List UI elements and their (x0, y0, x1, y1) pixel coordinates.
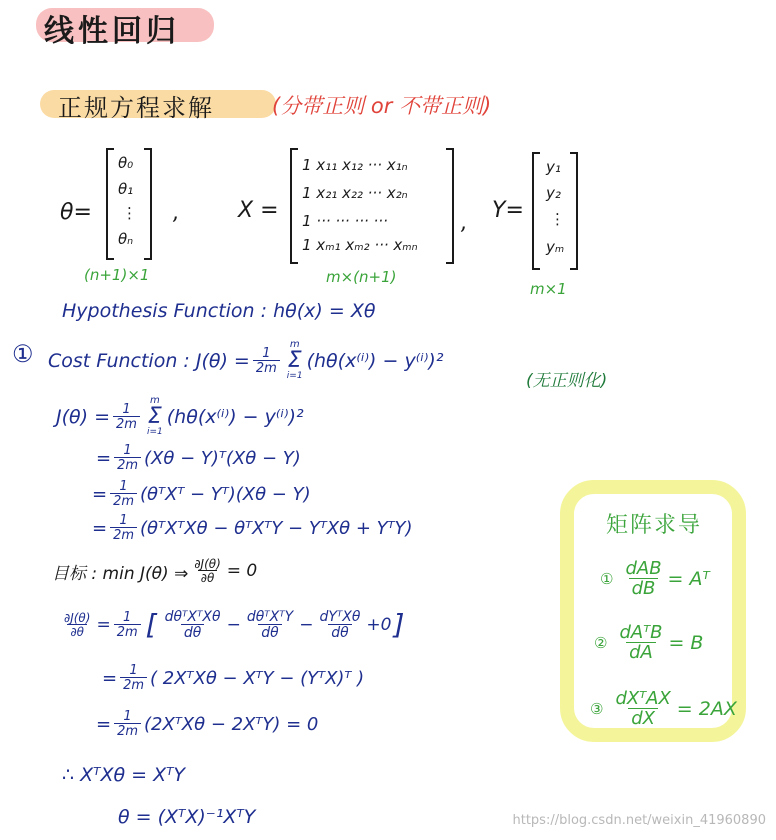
theta-row: ⋮ (122, 204, 137, 222)
rule-fraction (616, 624, 665, 662)
subtitle: 正规方程求解 (58, 94, 214, 122)
sum-lower: i=1 (146, 427, 163, 437)
comma: , (172, 200, 179, 225)
x-row: 1 x₂₁ x₂₂ ··· x₂ₙ (302, 184, 408, 202)
frac-denominator: 2m (120, 677, 147, 692)
summation (147, 396, 163, 437)
x-row: 1 ··· ··· ··· ··· (302, 212, 388, 230)
right-bracket: ] (393, 608, 405, 641)
left-bracket: [ (145, 608, 157, 641)
derivation-expression: (θᵀXᵀXθ − θᵀXᵀY − YᵀXθ + YᵀY) (140, 517, 413, 539)
frac-denominator: dθ (258, 624, 281, 640)
frac-numerator: 1 (262, 345, 271, 361)
gradient-expression: ( 2XᵀXθ − XᵀY − (YᵀX)ᵀ ) (150, 667, 365, 689)
equals-sign: = (96, 614, 111, 635)
derivation-line-1 (56, 396, 304, 437)
goal-line (52, 558, 257, 584)
frac-numerator: 1 (122, 401, 131, 417)
equals-sign: = (96, 713, 112, 735)
rule-marker: ① (600, 570, 614, 588)
matrix-rule-3 (590, 690, 737, 728)
frac-numerator: dθᵀXᵀXθ (164, 608, 221, 625)
rule-marker: ② (594, 634, 608, 652)
rule-rhs: = B (668, 632, 704, 654)
half-fraction (114, 444, 141, 472)
frac-numerator: dYᵀXθ (319, 608, 361, 625)
cost-marker: ① (12, 340, 34, 368)
matrix-rule-2 (594, 624, 703, 662)
frac-numerator: dθᵀXᵀY (246, 608, 294, 625)
rule-fraction (622, 560, 664, 598)
gradient-line-1 (58, 608, 404, 641)
half-fraction (120, 664, 147, 692)
derivation-expression: (Xθ − Y)ᵀ(Xθ − Y) (144, 447, 301, 469)
frac-numerator: dAB (625, 558, 662, 579)
cost-label: Cost Function : J(θ) = (48, 349, 250, 372)
frac-denominator: 2m (110, 493, 137, 508)
x-dimension: m×(n+1) (326, 268, 397, 286)
sigma-icon: Σ (287, 348, 302, 373)
frac-denominator: ∂θ (67, 624, 87, 638)
frac-denominator: dθ (328, 624, 351, 640)
x-row: 1 x₁₁ x₁₂ ··· x₁ₙ (302, 156, 408, 174)
frac-numerator: 1 (119, 513, 128, 528)
gradient-tail: +0 (366, 614, 392, 635)
comma: , (460, 210, 467, 235)
y-row: y₁ (546, 158, 561, 176)
theta-dimension: (n+1)×1 (84, 266, 150, 284)
frac-denominator: 2m (113, 416, 140, 431)
x-matrix (290, 150, 454, 262)
frac-numerator: 1 (123, 443, 132, 458)
sum-lower: i=1 (286, 371, 303, 381)
cost-note: (无正则化) (526, 371, 608, 391)
matrix-rule-1 (600, 560, 710, 598)
theta-row: θ₀ (118, 154, 134, 172)
cost-body: (hθ(x⁽ⁱ⁾) − y⁽ⁱ⁾)² (306, 349, 444, 372)
page-title: 线性回归 (44, 14, 180, 49)
subtitle-note: (分带正则 or 不带正则) (272, 94, 492, 118)
minus-sign: − (226, 614, 241, 635)
sigma-icon: Σ (147, 404, 162, 429)
term-fraction (162, 610, 224, 640)
rule-fraction (612, 690, 673, 728)
theta-row: θₙ (118, 230, 134, 248)
frac-numerator: ∂J(θ) (194, 557, 221, 571)
y-dimension: m×1 (530, 280, 567, 298)
gradient-line-2 (102, 664, 364, 692)
equals-sign: = (96, 447, 112, 469)
half-fraction (253, 347, 280, 375)
frac-denominator: dX (628, 708, 658, 728)
term-fraction (316, 610, 363, 640)
goal-label: 目标 : min J(θ) ⇒ (52, 563, 189, 584)
hypothesis-function: Hypothesis Function : hθ(x) = Xθ (62, 300, 376, 322)
watermark: https://blog.csdn.net/weixin_41960890 (512, 813, 766, 828)
gradient-line-3 (96, 710, 318, 738)
summation (287, 340, 303, 381)
partial-fraction (61, 612, 93, 638)
theta-label: θ= (60, 200, 92, 225)
minus-sign: − (299, 614, 314, 635)
frac-numerator: 1 (119, 479, 128, 494)
y-label: Y= (492, 198, 524, 223)
theta-row: θ₁ (118, 180, 134, 198)
equals-sign: = (92, 517, 108, 539)
half-fraction (110, 514, 137, 542)
rule-rhs: = 2AX (676, 698, 737, 720)
half-fraction (110, 480, 137, 508)
rule-rhs: = Aᵀ (667, 568, 710, 590)
frac-numerator: dXᵀAX (615, 688, 671, 709)
frac-denominator: 2m (114, 624, 141, 639)
derivation-lhs: J(θ) = (56, 405, 111, 428)
x-label: X = (238, 198, 279, 223)
partial-fraction (191, 558, 223, 584)
y-vector (532, 154, 578, 268)
frac-denominator: 2m (114, 457, 141, 472)
frac-denominator: 2m (114, 723, 141, 738)
term-fraction (244, 610, 296, 640)
conclusion-line-2: θ = (XᵀX)⁻¹XᵀY (118, 806, 256, 828)
frac-denominator: 2m (110, 527, 137, 542)
frac-numerator: dAᵀB (619, 622, 663, 643)
sum-upper: m (289, 339, 300, 350)
cost-function-line (48, 340, 443, 381)
frac-denominator: dA (626, 642, 656, 662)
derivation-line-2 (96, 444, 301, 472)
frac-denominator: dB (629, 578, 659, 598)
frac-denominator: dθ (181, 624, 204, 640)
derivation-line-3 (92, 480, 311, 508)
rule-marker: ③ (590, 700, 604, 718)
frac-numerator: 1 (123, 709, 132, 724)
conclusion-line-1: ∴ XᵀXθ = XᵀY (62, 764, 186, 786)
x-row: 1 xₘ₁ xₘ₂ ··· xₘₙ (302, 236, 418, 254)
y-row: yₘ (546, 238, 565, 256)
equals-sign: = (102, 667, 118, 689)
sum-upper: m (149, 395, 160, 406)
derivation-line-4 (92, 514, 413, 542)
frac-denominator: 2m (253, 360, 280, 375)
y-row: y₂ (546, 184, 561, 202)
frac-numerator: ∂J(θ) (64, 610, 91, 625)
goal-rhs: = 0 (226, 561, 258, 581)
frac-denominator: ∂θ (198, 570, 218, 584)
theta-vector (106, 150, 152, 258)
derivation-expression: (θᵀXᵀ − Yᵀ)(Xθ − Y) (140, 483, 311, 505)
half-fraction (113, 403, 140, 431)
half-fraction (114, 611, 141, 639)
half-fraction (114, 710, 141, 738)
frac-numerator: 1 (123, 609, 132, 625)
matrix-derivative-title: 矩阵求导 (606, 513, 703, 538)
y-row: ⋮ (550, 210, 565, 228)
gradient-expression: (2XᵀXθ − 2XᵀY) = 0 (144, 713, 319, 735)
derivation-body: (hθ(x⁽ⁱ⁾) − y⁽ⁱ⁾)² (166, 405, 304, 428)
frac-numerator: 1 (129, 663, 138, 678)
equals-sign: = (92, 483, 108, 505)
